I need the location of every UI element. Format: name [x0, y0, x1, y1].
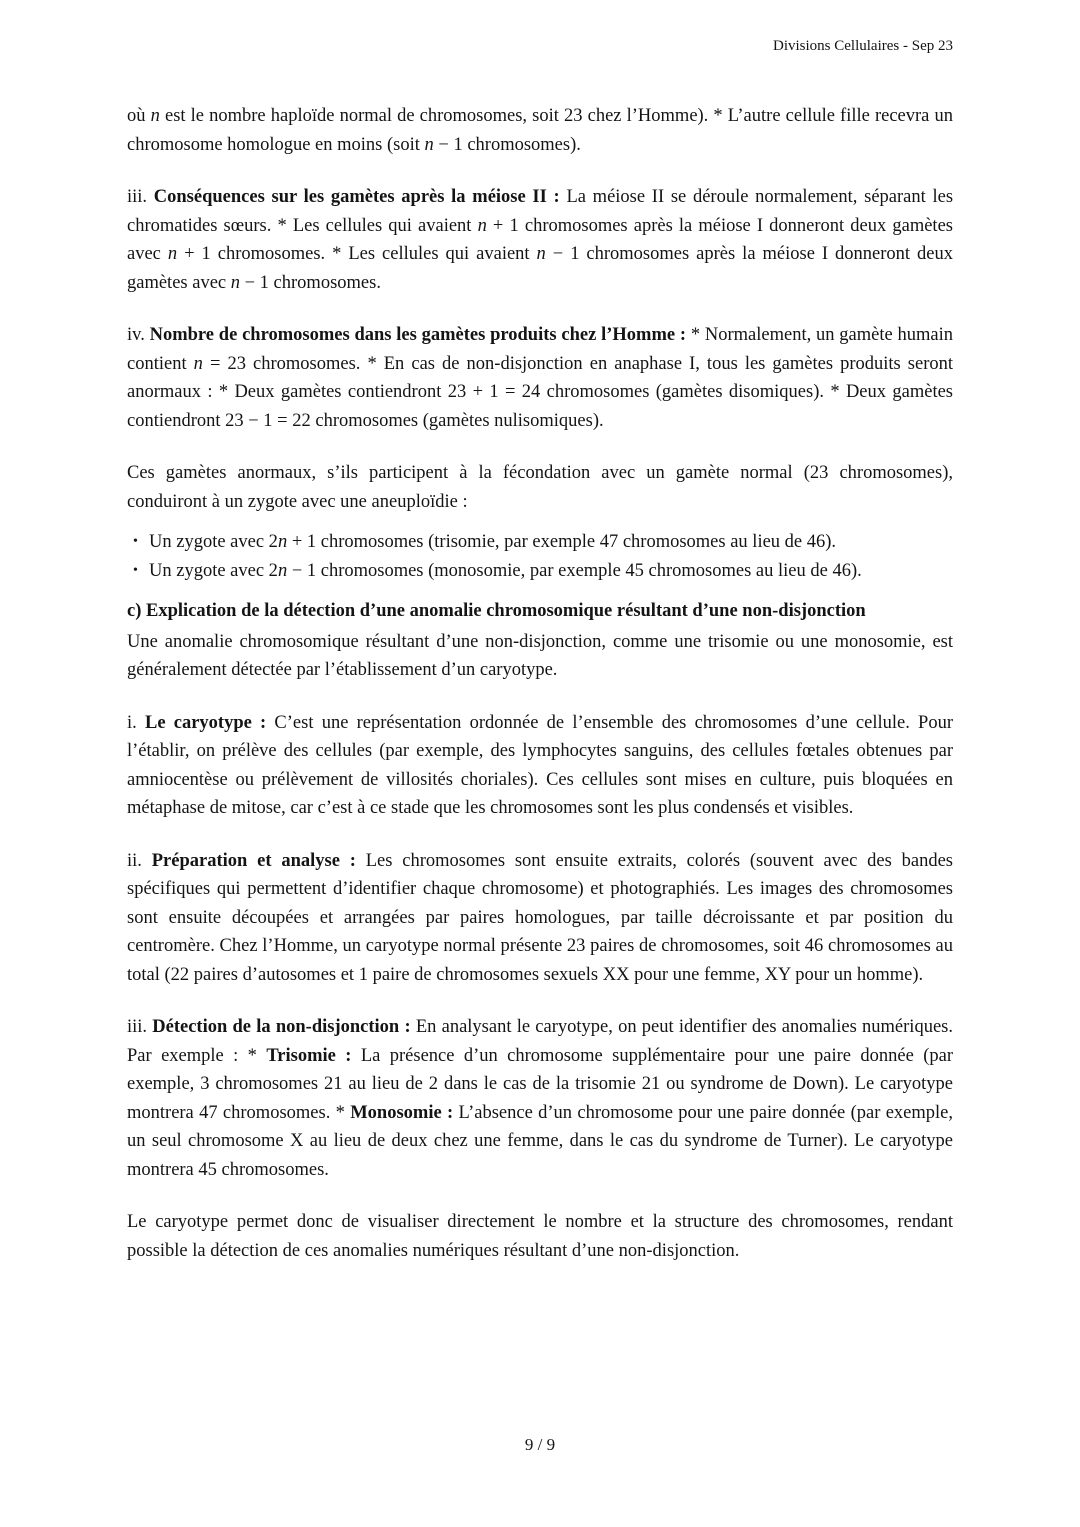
- text-segment: ii.: [127, 850, 152, 871]
- text-segment: = 23 chromosomes. * En cas de non-disjonction en anaphase I, tous les gamètes produits seront anormaux : * Deux gamètes contiendront 23 + 1 = 24 chromosomes (gamètes disomiques). * Deux gamètes contiendront 23 − 1 = 22 chromosomes (gamètes nulisomiques).: [127, 353, 954, 431]
- section-iv-nombre-chromosomes: [127, 321, 953, 435]
- bullet-icon: •: [133, 534, 138, 549]
- paragraph-conclusion: Le caryotype permet donc de visualiser directement le nombre et la structure des chromosomes, rendant possible la détection de ces anomalies numériques résultant d’une non-disjonction.: [127, 1212, 953, 1261]
- text-segment: où: [127, 106, 151, 126]
- text-segment: − 1 chromosomes (monosomie, par exemple 45 chromosomes au lieu de 46).: [287, 560, 862, 581]
- text-segment: n: [230, 272, 240, 293]
- text-segment: Nombre de chromosomes dans les gamètes produits chez l’Homme :: [149, 325, 687, 345]
- paragraph-anomalie-caryotype: Une anomalie chromosomique résultant d’une non-disjonction, comme une trisomie ou une monosomie, est généralement détectée par l’établissement d’un caryotype.: [127, 631, 953, 680]
- text-segment: Un zygote avec 2: [149, 560, 278, 581]
- text-segment: n: [424, 134, 434, 155]
- text-segment: Les chromosomes sont ensuite extraits, colorés (souvent avec des bandes spécifiques qui permettent d’identifier chaque chromosome) et photographiés. Les images des chromosomes sont ensuite découpées et arrangées par paires homologues, par taille décroissante et par position du centromère. Chez l’Homme, un caryotype normal présente 23 paires de chromosomes, soit 46 chromosomes au total (22 paires d’autosomes et 1 paire de chromosomes sexuels XX pour une femme, XY pour un homme).: [127, 850, 954, 985]
- running-title: Divisions Cellulaires - Sep 23: [773, 38, 953, 54]
- text-segment: C’est une représentation ordonnée de l’ensemble des chromosomes d’une cellule. Pour l’établir, on prélève des cellules (par exemple, des lymphocytes sanguins, des cellules fœtales obtenues par amniocentèse ou prélèvement de villosités choriales). Ces cellules sont mises en culture, puis bloquées en métaphase de mitose, car c’est à ce stade que les chromosomes sont les plus condensés et visibles.: [127, 712, 954, 818]
- text-segment: + 1 chromosomes. * Les cellules qui avaient: [177, 244, 537, 264]
- text-segment: Conséquences sur les gamètes après la méiose II :: [153, 187, 560, 207]
- section-ii-preparation-analyse: [127, 847, 953, 990]
- text-segment: i.: [127, 712, 145, 733]
- text-segment: − 1 chromosomes.: [240, 272, 381, 293]
- section-iii-detection-non-disjonction: [127, 1013, 953, 1184]
- section-i-le-caryotype: [127, 709, 953, 823]
- text-segment: Trisomie :: [266, 1045, 352, 1066]
- text-segment: n: [277, 560, 288, 581]
- bullet-icon: •: [133, 562, 138, 578]
- text-segment: n: [277, 532, 288, 552]
- text-segment: n: [150, 106, 160, 126]
- text-segment: n: [477, 215, 487, 236]
- list-item: [127, 528, 953, 557]
- section-iii-consequences-meiose-ii: [127, 183, 953, 297]
- text-segment: n: [167, 244, 178, 264]
- heading-c-explication-detection: c) Explication de la détection d’une anomalie chromosomique résultant d’une non-disjonction: [127, 601, 866, 621]
- text-segment: iii.: [127, 1017, 153, 1037]
- text-segment: La présence d’un chromosome supplémentaire pour une paire donnée (par exemple, 3 chromosomes 21 au lieu de 2 dans le cas de la trisomie 21 ou syndrome de Down). Le caryotype montrera 47 chromosomes. *: [127, 1045, 953, 1123]
- page-header: [127, 36, 953, 56]
- text-segment: iii.: [127, 187, 154, 207]
- text-segment: n: [536, 244, 546, 264]
- text-segment: En analysant le caryotype, on peut identifier des anomalies numériques. Par exemple : *: [127, 1017, 953, 1066]
- document-body: [127, 102, 953, 1289]
- list-item-text: [149, 561, 862, 581]
- text-segment: n: [193, 353, 203, 374]
- list-item-text: [149, 532, 836, 552]
- zygote-bullet-list: [127, 528, 953, 585]
- text-segment: + 1 chromosomes (trisomie, par exemple 47 chromosomes au lieu de 46).: [287, 532, 837, 552]
- text-segment: − 1 chromosomes).: [433, 134, 581, 155]
- text-segment: − 1 chromosomes après la méiose I donneront deux gamètes avec: [127, 244, 953, 293]
- page-number: 9 / 9: [524, 1435, 556, 1454]
- text-segment: est le nombre haploïde normal de chromosomes, soit 23 chez l’Homme). * L’autre cellule fille recevra un chromosome homologue en moins (soit: [127, 106, 953, 155]
- paragraph-gametes-anormaux: Ces gamètes anormaux, s’ils participent à la fécondation avec un gamète normal (23 chromosomes), conduiront à un zygote avec une aneuploïdie :: [127, 463, 953, 512]
- list-item: [127, 557, 953, 586]
- text-segment: L’absence d’un chromosome pour une paire donnée (par exemple, un seul chromosome X au lieu de deux chez une femme, dans le cas du syndrome de Turner). Le caryotype montrera 45 chromosomes.: [127, 1102, 953, 1180]
- text-segment: Détection de la non-disjonction :: [152, 1017, 411, 1037]
- text-segment: + 1 chromosomes après la méiose I donneront deux gamètes avec: [127, 215, 953, 264]
- text-segment: La méiose II se déroule normalement, séparant les chromatides sœurs. * Les cellules qui avaient: [127, 187, 954, 236]
- page-footer: [127, 1435, 953, 1527]
- text-segment: * Normalement, un gamète humain contient: [127, 325, 953, 374]
- text-segment: Un zygote avec 2: [149, 532, 278, 552]
- text-segment: Préparation et analyse :: [151, 850, 356, 871]
- paragraph-haploid-continuation: [127, 102, 953, 159]
- text-segment: iv.: [127, 325, 150, 345]
- text-segment: Le caryotype :: [144, 712, 267, 733]
- text-segment: Monosomie :: [350, 1102, 454, 1123]
